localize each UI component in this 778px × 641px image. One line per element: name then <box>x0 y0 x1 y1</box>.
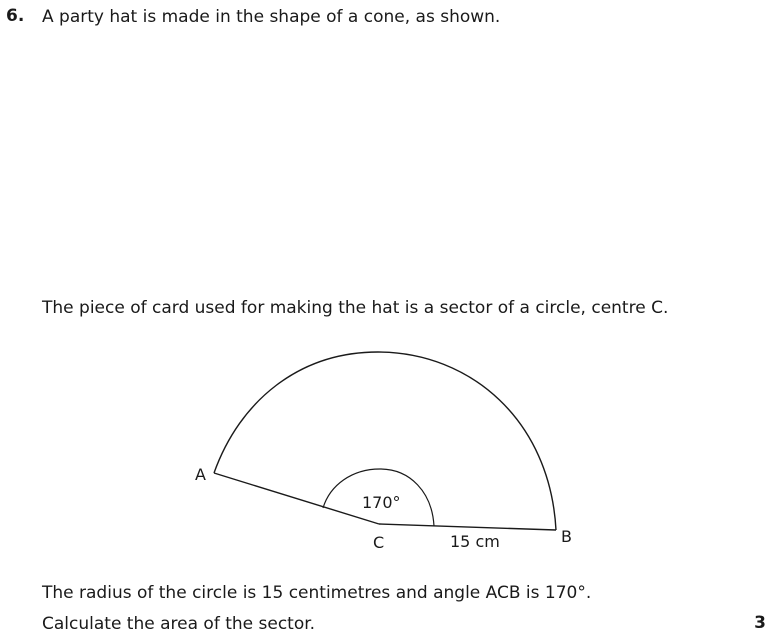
radius-ca <box>214 473 379 524</box>
point-a-label: A <box>195 465 206 484</box>
marks-value: 3 <box>754 613 766 633</box>
task-statement: Calculate the area of the sector. <box>42 614 316 634</box>
question-intro: A party hat is made in the shape of a cone, as shown. <box>42 7 501 27</box>
radius-statement: The radius of the circle is 15 centimetres and angle ACB is 170°. <box>42 583 592 603</box>
sector-description: The piece of card used for making the hat is a sector of a circle, centre C. <box>42 298 669 318</box>
radius-cb <box>379 524 556 530</box>
point-b-label: B <box>561 527 572 546</box>
angle-label: 170° <box>362 493 401 512</box>
radius-label: 15 cm <box>450 532 500 551</box>
question-number: 6. <box>6 6 25 26</box>
point-c-label: C <box>373 533 385 552</box>
